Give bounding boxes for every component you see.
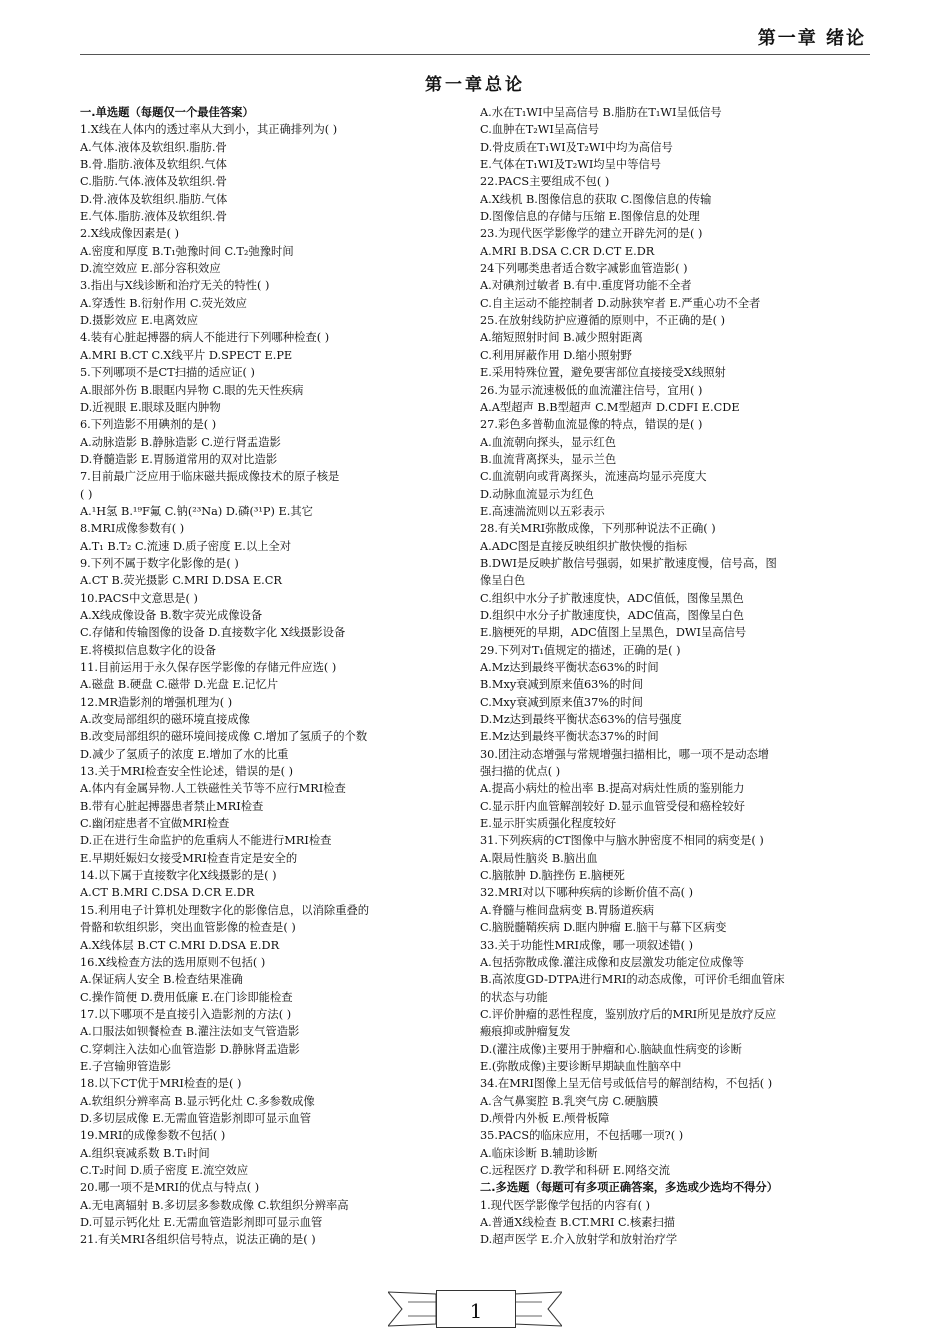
question-line: A.保证病人安全 B.检查结果准确 (80, 973, 243, 987)
question-line: C.自主运动不能控制者 D.动脉狭窄者 E.严重心功不全者 (480, 296, 761, 310)
question-line: D.流空效应 E.部分容积效应 (80, 262, 221, 276)
question-line: A.限局性脑炎 B.脑出血 (480, 851, 598, 865)
left-column (80, 104, 485, 1249)
question-line: A.软组织分辨率高 B.显示钙化灶 C.多参数成像 (80, 1094, 315, 1108)
question-line: 28.有关MRI弥散成像，下列那种说法不正确( ) (480, 522, 716, 536)
question-line: 27.彩色多普勒血流显像的特点，错误的是( ) (480, 418, 703, 432)
question-line: C.操作简便 D.费用低廉 E.在门诊即能检查 (80, 990, 293, 1004)
question-line: D.图像信息的存储与压缩 E.图像信息的处理 (480, 210, 700, 224)
question-line: A.含气鼻窦腔 B.乳突气房 C.硬脑膜 (480, 1094, 659, 1108)
question-line: ( ) (80, 487, 93, 501)
question-line: A.包括弥散成像.灌注成像和皮层激发功能定位成像等 (480, 955, 744, 969)
question-line: A.Mz达到最终平衡状态63%的时间 (480, 661, 659, 674)
question-line: A.气体.液体及软组织.脂肪.骨 (80, 140, 227, 154)
question-line: D.动脉血流显示为红色 (480, 487, 594, 501)
question-line: 20.哪一项不是MRI的优点与特点( ) (80, 1181, 260, 1195)
question-line: D.超声医学 E.介入放射学和放射治疗学 (480, 1233, 678, 1247)
question-line: C.组织中水分子扩散速度快，ADC值低，图像呈黑色 (480, 591, 744, 605)
question-line: 的状态与功能 (480, 990, 548, 1004)
question-line: A.水在T₁WI中呈高信号 B.脂肪在T₁WI呈低信号 (480, 106, 722, 119)
question-line: 3.指出与X线诊断和治疗无关的特性( ) (80, 279, 270, 293)
question-line: D.减少了氢质子的浓度 E.增加了水的比重 (80, 747, 289, 761)
question-line: 31.下列疾病的CT图像中与脑水肿密度不相同的病变是( ) (480, 834, 764, 848)
question-line: C.T₂时间 D.质子密度 E.流空效应 (80, 1163, 249, 1177)
page-number: 1 (469, 1299, 483, 1323)
question-line: A.缩短照射时间 B.减少照射距离 (480, 331, 643, 345)
question-line: 10.PACS中文意思是( ) (80, 591, 198, 605)
question-line: E.将模拟信息数字化的设备 (80, 643, 217, 657)
question-line: A.口服法如钡餐检查 B.灌注法如支气管造影 (80, 1025, 300, 1039)
question-line: C.显示肝内血管解剖较好 D.显示血管受侵和癌栓较好 (480, 799, 745, 813)
question-line: D.脊髓造影 E.胃肠道常用的双对比造影 (80, 452, 278, 466)
question-line: C.幽闭症患者不宜做MRI检查 (80, 817, 230, 831)
question-line: C.利用屏蔽作用 D.缩小照射野 (480, 348, 632, 362)
question-line: B.骨.脂肪.液体及软组织.气体 (80, 158, 227, 172)
question-line: 23.为现代医学影像学的建立开辟先河的是( ) (480, 227, 703, 241)
question-line: 30.团注动态增强与常规增强扫描相比，哪一项不是动态增 (480, 747, 770, 761)
question-line: 22.PACS主要组成不包( ) (480, 175, 610, 189)
question-line: B.血流背离探头，显示兰色 (480, 452, 617, 466)
question-line: C.穿刺注入法如心血管造影 D.静脉肾盂造影 (80, 1042, 300, 1056)
question-line: D.近视眼 E.眼球及眶内肿物 (80, 400, 221, 414)
question-line: A.ADC图是直接反映组织扩散快慢的指标 (480, 539, 688, 553)
question-line: A.磁盘 B.硬盘 C.磁带 D.光盘 E.记忆片 (80, 678, 279, 692)
question-line: A.穿透性 B.衍射作用 C.荧光效应 (80, 296, 247, 310)
question-line: E.气体在T₁WI及T₂WI均呈中等信号 (480, 158, 662, 172)
question-line: 2.X线成像因素是( ) (80, 227, 180, 241)
question-line: A.X线体层 B.CT C.MRI D.DSA E.DR (80, 938, 280, 952)
question-line: A.改变局部组织的磁环境直接成像 (80, 713, 250, 727)
question-line: 17.以下哪项不是直接引入造影剂的方法( ) (80, 1007, 292, 1021)
question-line: 29.下列对T₁值规定的描述，正确的是( ) (480, 643, 681, 657)
question-line: A.普通X线检查 B.CT.MRI C.核素扫描 (480, 1216, 676, 1229)
question-line: E.子宫输卵管造影 (80, 1059, 171, 1073)
question-line: C.评价肿瘤的恶性程度，鉴别放疗后的MRI所见是放疗反应 (480, 1007, 777, 1021)
question-line: 6.下列造影不用碘剂的是( ) (80, 418, 217, 432)
question-line: E.脑梗死的早期，ADC值图上呈黑色，DWI呈高信号 (480, 626, 747, 640)
question-line: 4.装有心脏起搏器的病人不能进行下列哪种检查( ) (80, 331, 330, 345)
page-number-box (436, 1290, 516, 1328)
question-line: C.血肿在T₂WI呈高信号 (480, 123, 600, 137)
question-line: A.眼部外伤 B.眼眶内异物 C.眼的先天性疾病 (80, 383, 304, 397)
question-line: 7.目前最广泛应用于临床磁共振成像技术的原子核是 (80, 470, 340, 484)
page-footer (388, 1288, 562, 1330)
question-line: A.X线机 B.图像信息的获取 C.图像信息的传输 (480, 192, 712, 206)
question-line: C.远程医疗 D.教学和科研 E.网络交流 (480, 1163, 670, 1177)
question-line: 瘢痕抑或肿瘤复发 (480, 1025, 571, 1039)
question-line: D.Mz达到最终平衡状态63%的信号强度 (480, 713, 682, 727)
question-line: 像呈白色 (480, 574, 526, 588)
question-line: B.Mxy衰减到原来值63%的时间 (480, 678, 643, 692)
question-line: E.采用特殊位置，避免要害部位直接接受X线照射 (480, 366, 726, 380)
question-line: A.体内有金属异物.人工铁磁性关节等不应行MRI检查 (80, 782, 346, 796)
question-line: 25.在放射线防护应遵循的原则中，不正确的是( ) (480, 314, 726, 328)
question-line: 15.利用电子计算机处理数字化的影像信息，以消除重叠的 (80, 903, 370, 917)
question-line: D.组织中水分子扩散速度快，ADC值高，图像呈白色 (480, 608, 745, 622)
question-line: 32.MRI对以下哪种疾病的诊断价值不高( ) (480, 886, 694, 900)
question-line: A.T₁ B.T₂ C.流速 D.质子密度 E.以上全对 (80, 539, 292, 553)
question-line: 14.以下属于直接数字化X线摄影的是( ) (80, 869, 277, 883)
question-line: B.带有心脏起搏器患者禁止MRI检查 (80, 799, 264, 813)
question-line: C.Mxy衰减到原来值37%的时间 (480, 695, 643, 709)
right-column (480, 104, 885, 1249)
question-line: A.¹H氢 B.¹⁹F氟 C.钠(²³Na) D.磷(³¹P) E.其它 (80, 504, 313, 518)
question-line: 9.下列不属于数字化影像的是( ) (80, 556, 239, 570)
question-line: C.脑脓肿 D.脑挫伤 E.脑梗死 (480, 869, 625, 883)
question-line: 1.现代医学影像学包括的内容有( ) (480, 1198, 651, 1212)
section-heading: 二.多选题（每题可有多项正确答案，多选或少选均不得分） (480, 1181, 779, 1195)
question-line: E.气体.脂肪.液体及软组织.骨 (80, 210, 227, 224)
question-line: E.显示肝实质强化程度较好 (480, 817, 617, 831)
document-title: 第一章总论 (425, 75, 525, 95)
question-line: D.摄影效应 E.电离效应 (80, 314, 199, 328)
question-line: 16.X线检查方法的选用原则不包括( ) (80, 955, 266, 969)
question-line: 13.关于MRI检查安全性论述，错误的是( ) (80, 765, 294, 779)
question-line: C.血流朝向或背离探头，流速高均显示亮度大 (480, 470, 707, 484)
question-line: D.可显示钙化灶 E.无需血管造影剂即可显示血管 (80, 1216, 323, 1229)
question-line: D.(灌注成像)主要用于肿瘤和心.脑缺血性病变的诊断 (480, 1042, 742, 1056)
question-line: 18.以下CT优于MRI检查的是( ) (80, 1077, 242, 1091)
question-line: 35.PACS的临床应用，不包括哪一项?( ) (480, 1129, 684, 1143)
question-line: B.DWI是反映扩散信号强弱，如果扩散速度慢，信号高，图 (480, 556, 777, 570)
section-heading: 一.单选题（每题仅一个最佳答案） (80, 106, 254, 119)
question-line: 1.X线在人体内的透过率从大到小，其正确排列为( ) (80, 123, 338, 137)
question-line: A.血流朝向探头，显示红色 (480, 435, 617, 449)
question-line: A.MRI B.DSA C.CR D.CT E.DR (480, 244, 655, 258)
question-line: 34.在MRI图像上呈无信号或低信号的解剖结构，不包括( ) (480, 1077, 773, 1091)
question-line: A.密度和厚度 B.T₁弛豫时间 C.T₂弛豫时间 (80, 244, 294, 258)
page-header (80, 22, 870, 55)
question-line: D.骨.液体及软组织.脂肪.气体 (80, 192, 228, 206)
question-line: A.提高小病灶的检出率 B.提高对病灶性质的鉴别能力 (480, 782, 745, 796)
question-line: C.存储和传输图像的设备 D.直接数字化 X线摄影设备 (80, 626, 346, 640)
question-line: D.多切层成像 E.无需血管造影剂即可显示血管 (80, 1111, 312, 1125)
question-line: D.骨皮质在T₁WI及T₂WI中均为高信号 (480, 140, 673, 154)
question-line: D.颅骨内外板 E.颅骨板障 (480, 1111, 610, 1125)
question-line: 11.目前运用于永久保存医学影像的存储元件应选( ) (80, 661, 337, 674)
question-line: A.CT B.荧光摄影 C.MRI D.DSA E.CR (80, 574, 282, 588)
question-line: B.改变局部组织的磁环境间接成像 C.增加了氢质子的个数 (80, 730, 368, 744)
question-line: A.临床诊断 B.辅助诊断 (480, 1146, 598, 1160)
question-line: 33.关于功能性MRI成像，哪一项叙述错( ) (480, 938, 694, 952)
question-line: 8.MRI成像参数有( ) (80, 522, 185, 536)
question-line: 强扫描的优点( ) (480, 765, 561, 779)
question-line: E.高速湍流则以五彩表示 (480, 504, 605, 518)
question-line: A.对碘剂过敏者 B.有中.重度肾功能不全者 (480, 279, 692, 293)
question-line: A.脊髓与椎间盘病变 B.胃肠道疾病 (480, 903, 655, 917)
question-line: D.正在进行生命监护的危重病人不能进行MRI检查 (80, 834, 332, 848)
question-line: 骨骼和软组织影，突出血管影像的检查是( ) (80, 921, 296, 935)
question-line: E.Mz达到最终平衡状态37%的时间 (480, 730, 659, 744)
question-line: A.CT B.MRI C.DSA D.CR E.DR (80, 886, 255, 900)
question-line: A.组织衰减系数 B.T₁时间 (80, 1146, 210, 1160)
question-line: 12.MR造影剂的增强机理为( ) (80, 695, 233, 709)
question-line: 19.MRI的成像参数不包括( ) (80, 1129, 226, 1143)
question-line: 21.有关MRI各组织信号特点，说法正确的是( ) (80, 1233, 316, 1247)
chapter-header-title: 第一章 绪论 (757, 28, 866, 49)
question-line: C.脂肪.气体.液体及软组织.骨 (80, 175, 227, 189)
question-line: A.X线成像设备 B.数字荧光成像设备 (80, 608, 263, 622)
question-line: A.动脉造影 B.静脉造影 C.逆行肾盂造影 (80, 435, 281, 449)
question-line: A.MRI B.CT C.X线平片 D.SPECT E.PE (80, 348, 293, 362)
question-line: A.A型超声 B.B型超声 C.M型超声 D.CDFI E.CDE (480, 400, 740, 414)
question-line: 5.下列哪项不是CT扫描的适应证( ) (80, 366, 255, 380)
question-line: B.高浓度GD-DTPA进行MRI的动态成像，可评价毛细血管床 (480, 973, 785, 987)
question-line: A.无电离辐射 B.多切层多参数成像 C.软组织分辨率高 (80, 1198, 349, 1212)
question-line: 26.为显示流速极低的血流灌注信号，宜用( ) (480, 383, 703, 397)
question-line: C.脑脱髓鞘疾病 D.眶内肿瘤 E.脑干与幕下区病变 (480, 921, 727, 935)
question-line: 24下列哪类患者适合数字减影血管造影( ) (480, 262, 688, 276)
question-line: E.早期妊娠妇女接受MRI检查肯定是安全的 (80, 851, 298, 865)
question-line: E.(弥散成像)主要诊断早期缺血性脑卒中 (480, 1059, 682, 1073)
